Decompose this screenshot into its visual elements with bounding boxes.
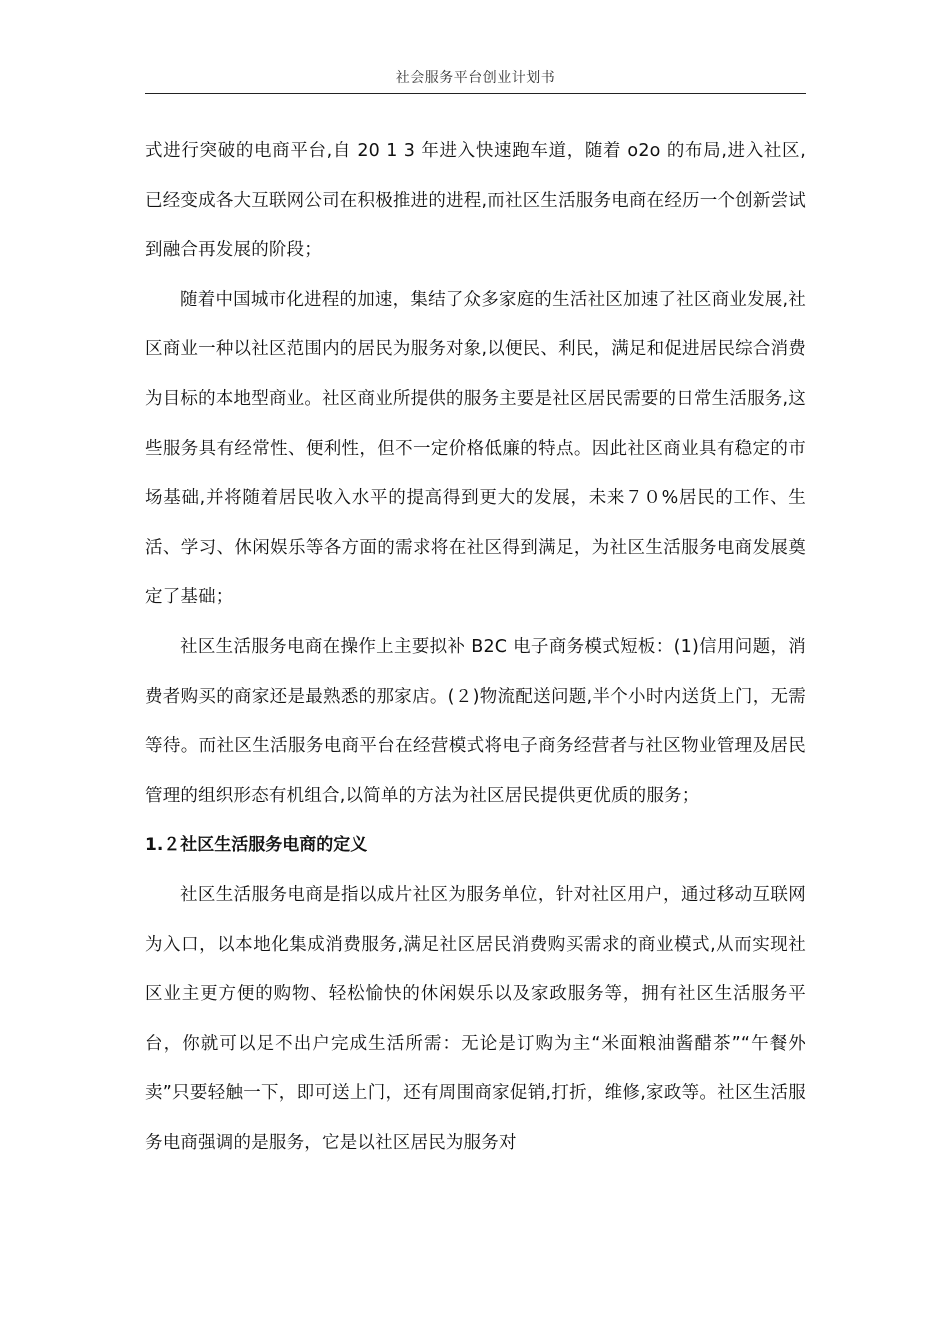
section-heading: 1.２社区生活服务电商的定义 xyxy=(145,835,368,856)
paragraph-1: 式进行突破的电商平台,自 20 1 3 年进入快速跑车道，随着 o2o 的布局,进入社区,已经变成各大互联网公司在积极推进的进程,而社区生活服务电商在经历一个创新尝试到融合再发展的阶段； xyxy=(145,141,806,261)
paragraph-2: 随着中国城市化进程的加速，集结了众多家庭的生活社区加速了社区商业发展,社区商业一种以社区范围内的居民为服务对象,以便民、利民，满足和促进居民综合消费为目标的本地型商业。社区商业所提供的服务主要是社区居民需要的日常生活服务,这些服务具有经常性、便利性，但不一定价格低廉的特点。因此社区商业具有稳定的市场基础,并将随着居民收入水平的提高得到更大的发展，未来７０%居民的工作、生活、学习、休闲娱乐等各方面的需求将在社区得到满足，为社区生活服务电商发展奠定了基础； xyxy=(145,289,806,608)
paragraph-3: 社区生活服务电商在操作上主要拟补 B2C 电子商务模式短板：(1)信用问题，消费者购买的商家还是最熟悉的那家店。(２)物流配送问题,半个小时内送货上门，无需等待。而社区生活服务电商平台在经营模式将电子商务经营者与社区物业管理及居民管理的组织形态有机组合,以简单的方法为社区居民提供更优质的服务； xyxy=(145,636,806,806)
document-body xyxy=(145,127,806,1168)
header-title: 社会服务平台创业计划书 xyxy=(395,70,556,86)
page-header xyxy=(145,64,806,94)
paragraph-4: 社区生活服务电商是指以成片社区为服务单位，针对社区用户，通过移动互联网为入口，以本地化集成消费服务,满足社区居民消费购买需求的商业模式,从而实现社区业主更方便的购物、轻松愉快的休闲娱乐以及家政服务等，拥有社区生活服务平台，你就可以足不出户完成生活所需：无论是订购为主“米面粮油酱醋茶”“午餐外卖”只要轻触一下，即可送上门，还有周围商家促销,打折，维修,家政等。社区生活服务电商强调的是服务，它是以社区居民为服务对 xyxy=(145,884,806,1153)
